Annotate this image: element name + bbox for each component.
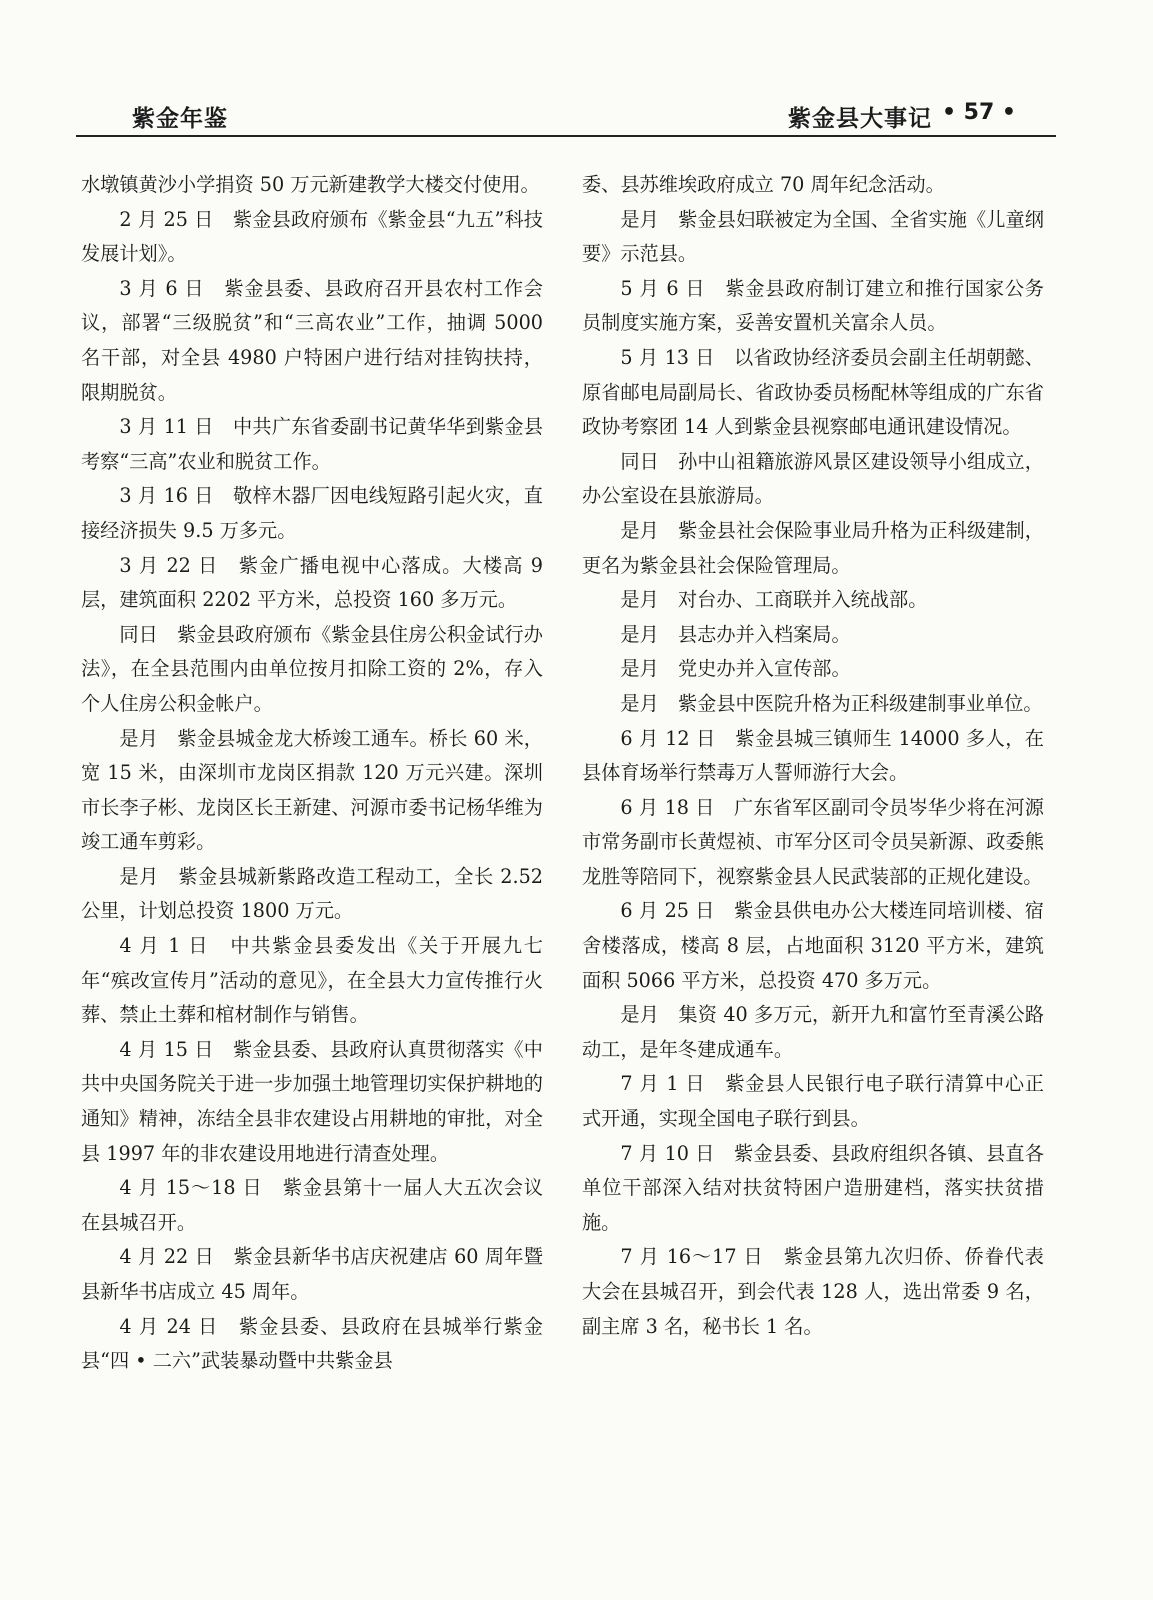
entry-paragraph: 3 月 16 日 敬梓木器厂因电线短路引起火灾，直接经济损失 9.5 万多元。 [81, 484, 543, 542]
entry-paragraph: 是月 党史办并入宣传部。 [620, 657, 851, 681]
entry-paragraph: 5 月 6 日 紫金县政府制订建立和推行国家公务员制度实施方案，妥善安置机关富余人员。 [582, 276, 1044, 335]
entry-paragraph: 3 月 6 日 紫金县委、县政府召开县农村工作会议，部署“三级脱贫”和“三高农业”工作，抽调 5000 名干部，对全县 4980 户特困户进行结对挂钩扶持，限期脱贫。 [81, 276, 543, 404]
page-number: • 57 • [941, 100, 1016, 125]
entry-paragraph: 4 月 15～18 日 紫金县第十一届人大五次会议在县城召开。 [81, 1176, 543, 1234]
entry-paragraph: 5 月 13 日 以省政协经济委员会副主任胡朝懿、原省邮电局副局长、省政协委员杨配林等组成的广东省政协考察团 14 人到紫金县视察邮电通讯建设情况。 [582, 345, 1044, 439]
entry-paragraph: 6 月 12 日 紫金县城三镇师生 14000 多人，在县体育场举行禁毒万人誓师游行大会。 [582, 726, 1044, 785]
section-title: 紫金县大事记 [788, 106, 932, 132]
book-title: 紫金年鉴 [132, 106, 228, 132]
entry-paragraph: 3 月 22 日 紫金广播电视中心落成。大楼高 9 层，建筑面积 2202 平方米，总投资 160 多万元。 [81, 553, 543, 612]
entry-paragraph: 是月 紫金县妇联被定为全国、全省实施《儿童纲要》示范县。 [582, 207, 1044, 266]
entry-paragraph: 7 月 16～17 日 紫金县第九次归侨、侨眷代表大会在县城召开，到会代表 128 人，选出常委 9 名，副主席 3 名，秘书长 1 名。 [582, 1245, 1044, 1338]
header-rule [76, 135, 1056, 137]
entry-paragraph: 是月 对台办、工商联并入统战部。 [620, 588, 928, 612]
entry-paragraph: 水墩镇黄沙小学捐资 50 万元新建教学大楼交付使用。 [81, 173, 540, 196]
entry-paragraph: 4 月 22 日 紫金县新华书店庆祝建店 60 周年暨县新华书店成立 45 周年。 [81, 1245, 543, 1303]
entry-paragraph: 7 月 1 日 紫金县人民银行电子联行清算中心正式开通，实现全国电子联行到县。 [582, 1072, 1044, 1131]
entry-paragraph: 委、县苏维埃政府成立 70 周年纪念活动。 [582, 173, 945, 196]
page-header [76, 96, 1056, 134]
entry-paragraph: 是月 紫金县中医院升格为正科级建制事业单位。 [620, 691, 1043, 715]
entry-paragraph: 4 月 15 日 紫金县委、县政府认真贯彻落实《中共中央国务院关于进一步加强土地管理切实保护耕地的通知》精神，冻结全县非农建设占用耕地的审批，对全县 1997 年的非农建设用地进行清查处理。 [81, 1037, 543, 1165]
entry-paragraph: 3 月 11 日 中共广东省委副书记黄华华到紫金县考察“三高”农业和脱贫工作。 [81, 415, 543, 473]
entry-paragraph: 是月 集资 40 多万元，新开九和富竹至青溪公路动工，是年冬建成通车。 [582, 1003, 1044, 1061]
entry-paragraph: 7 月 10 日 紫金县委、县政府组织各镇、县直各单位干部深入结对扶贫特困户造册建档，落实扶贫措施。 [582, 1141, 1044, 1234]
entry-paragraph: 4 月 24 日 紫金县委、县政府在县城举行紫金县“四 • 二六”武装暴动暨中共紫金县 [81, 1314, 543, 1373]
entry-paragraph: 是月 县志办并入档案局。 [620, 622, 851, 646]
entry-paragraph: 是月 紫金县城金龙大桥竣工通车。桥长 60 米，宽 15 米，由深圳市龙岗区捐款 120 万元兴建。深圳市长李子彬、龙岗区长王新建、河源市委书记杨华维为竣工通车剪彩。 [81, 726, 543, 854]
entry-paragraph: 4 月 1 日 中共紫金县委发出《关于开展九七年“殡改宣传月”活动的意见》，在全县大力宣传推行火葬、禁止土葬和棺材制作与销售。 [81, 934, 543, 1027]
entry-paragraph: 是月 紫金县城新紫路改造工程动工，全长 2.52 公里，计划总投资 1800 万元。 [81, 864, 543, 923]
entry-paragraph: 6 月 18 日 广东省军区副司令员岑华少将在河源市常务副市长黄煜祯、市军分区司令员吴新源、政委熊龙胜等陪同下，视察紫金县人民武装部的正规化建设。 [582, 795, 1044, 888]
right-column [582, 168, 1044, 1344]
left-column [81, 168, 543, 1379]
entry-paragraph: 同日 孙中山祖籍旅游风景区建设领导小组成立，办公室设在县旅游局。 [582, 449, 1044, 508]
entry-paragraph: 同日 紫金县政府颁布《紫金县住房公积金试行办法》，在全县范围内由单位按月扣除工资的 2%，存入个人住房公积金帐户。 [81, 622, 543, 715]
entry-paragraph: 6 月 25 日 紫金县供电办公大楼连同培训楼、宿舍楼落成，楼高 8 层，占地面积 3120 平方米，建筑面积 5066 平方米，总投资 470 多万元。 [582, 899, 1044, 992]
entry-paragraph: 2 月 25 日 紫金县政府颁布《紫金县“九五”科技发展计划》。 [81, 207, 543, 266]
entry-paragraph: 是月 紫金县社会保险事业局升格为正科级建制，更名为紫金县社会保险管理局。 [582, 518, 1044, 577]
